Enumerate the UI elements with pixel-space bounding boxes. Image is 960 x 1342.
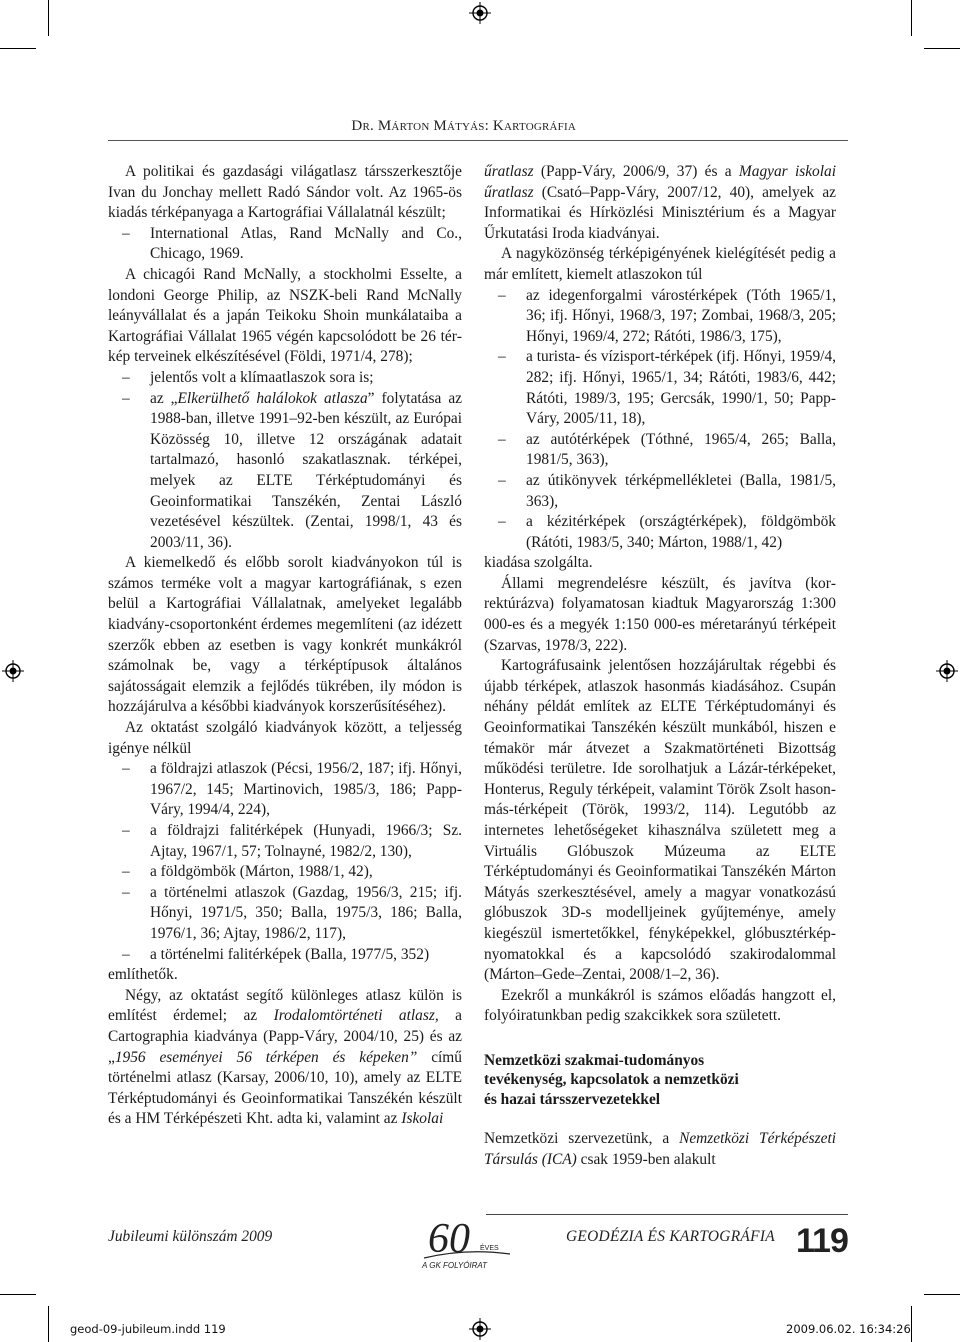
anniversary-logo-icon xyxy=(418,1208,514,1272)
registration-mark-icon xyxy=(2,660,24,682)
paragraph: Ezekről a munkákról is számos előadás hangzott el, folyóiratunkban pedig szakcikkek sora született. xyxy=(484,986,836,1025)
list-item: – a földrajzi falitérképek (Hunyadi, 1966/3; Sz. Ajtay, 1967/1, 57; Tolnayné, 1982/2, 130), xyxy=(108,821,462,862)
paragraph: Az oktatást szolgáló kiadványok között, a teljesség igénye nélkül xyxy=(108,719,462,757)
slug-date: 2009.06.02. 16:34:26 xyxy=(786,1322,911,1336)
logo-text: A GK FOLYÓIRAT xyxy=(422,1261,488,1270)
paragraph: űratlasz (Papp-Váry, 2006/9, 37) és a Magyar iskolai űratlasz (Csató–Papp-Váry, 2007/12, 40), amelyek az Informatikai és Hírközlési Minisztérium és a Magyar Űrkutatási Iroda kiadványai. xyxy=(484,163,837,242)
list-item: – az autótérképek (Tóthné, 1965/4, 265; Balla, 1981/5, 363), xyxy=(484,430,836,471)
paragraph: Nemzetközi szervezetünk, a Nemzetközi Térképészeti Társulás (ICA) csak 1959-ben alakult xyxy=(484,1130,836,1169)
list-item: – a földgömbök (Márton, 1988/1, 42), xyxy=(108,862,462,883)
crop-mark xyxy=(924,48,960,49)
list-item: – jelentős volt a klímaatlaszok sora is; xyxy=(108,368,462,389)
paragraph: A chicagói Rand McNally, a stockholmi Esselte, a londoni George Philip, az NSZK-beli Rand McNally leányvállalat és a japán Teikoku Shoin munkálataiba a Kartográfiai Vállalat 1965 végén kapcsolódott be 26 térkép terveinek elkészítésével (Földi, 1971/4, 278); xyxy=(108,265,462,366)
footer-issue: Jubileumi különszám 2009 xyxy=(108,1228,273,1245)
logo-small: ÉVES xyxy=(480,1245,499,1252)
crop-mark xyxy=(911,0,912,36)
list-item: – az útikönyvek térképmellékletei (Balla, 1981/5, 363), xyxy=(484,471,836,512)
crop-mark xyxy=(924,1294,960,1295)
paragraph: Négy, az oktatást segítő különleges atlasz külön is említést érdemel; az Irodalomtörténeti atlasz, a Cartographia kiadványa (Papp-Váry, 2004/10, 25) és az „1956 eseményei 56 térképen és képeken” című történelmi atlasz (Karsay, 2006/10, 10), amely az ELTE Térképtudományi és Geoinformatikai Tanszékén készült és a HM Térképészeti Kht. adta ki, valamint az Iskolai xyxy=(108,986,462,1128)
running-header: Dr. Márton Mátyás: Kartográfia xyxy=(351,118,576,134)
crop-mark xyxy=(911,1306,912,1342)
right-column xyxy=(484,162,836,1171)
list-item: – a történelmi atlaszok (Gazdag, 1956/3, 215; ifj. Hőnyi, 1971/5, 350; Balla, 1975/3, 186; Balla, 1976/1, 36; Ajtay, 1986/2, 117), xyxy=(108,883,462,945)
paragraph: említhetők. xyxy=(108,966,178,984)
header-rule xyxy=(108,140,848,141)
list-item: – a földrajzi atlaszok (Pécsi, 1956/2, 187; ifj. Hőnyi, 1967/2, 145; Martinovich, 1985/3, 186; Papp-Váry, 1994/4, 224), xyxy=(108,759,462,821)
crop-mark xyxy=(0,1294,36,1295)
left-column xyxy=(108,162,462,1130)
list-item: – a kézitérképek (országtérképek), földgömbök (Rátóti, 1983/5, 340; Márton, 1988/1, 42) xyxy=(484,512,836,553)
paragraph: A politikai és gazdasági világatlasz társszerkesztője Ivan du Jonchay mellett Radó Sándor volt. Az 1965-ös kiadás térképanyaga a Kartográfiai Vállalatnál készült; xyxy=(108,163,462,222)
list-item: – az „Elkerülhető halálokok atlasza” folytatása az 1988-ban, illetve 1991–92-ben készült, az Európai Közösség 10, illetve 12 országának adatait tartalmazó, hasonló szakatlasznak. térképei, melyek az ELTE Térképtudományi és Geoinformatikai Tanszékén, Zentai László vezetésével készültek. (Zentai, 1998/1, 43 és 2003/11, 36). xyxy=(108,389,462,554)
registration-mark-icon xyxy=(936,660,958,682)
slug-file: geod-09-jubileum.indd 119 xyxy=(70,1322,226,1336)
footer-rule xyxy=(486,1214,848,1215)
list-item: – a turista- és vízisport-térképek (ifj. Hőnyi, 1959/4, 282; ifj. Hőnyi, 1965/1, 34; Rátóti, 1983/6, 442; Rátóti, 1989/3, 195; Gercsák, 1990/1, 50; Papp-Váry, 2005/11, 18), xyxy=(484,347,836,429)
paragraph: A nagyközönség térképigényének kielégítését pedig a már említett, kiemelt atlaszokon túl xyxy=(484,245,836,283)
list-item: – International Atlas, Rand McNally and Co., Chicago, 1969. xyxy=(108,224,462,265)
footer-journal: GEODÉZIA ÉS KARTOGRÁFIA xyxy=(566,1228,775,1245)
crop-mark xyxy=(48,0,49,36)
paragraph: A kiemelkedő és előbb sorolt kiadványokon túl is számos terméke volt a magyar kartográfiának, s ezen belül a Kartográfiai Vállalatnak, amelyeket legalább kiadvány-csoportonként érdemes megemlíteni (az idézett szerzők ebben az esetben is vagy konkrét munkákról számolnak be, vagy a térképtípusok általános sajátosságait elemzik a fejlődés tükrében, ily módon is hozzájárulva a későbbi kiadványok korszerűsítéséhez). xyxy=(108,554,462,716)
crop-mark xyxy=(48,1306,49,1342)
page-number: 119 xyxy=(796,1222,848,1260)
paragraph: Állami megrendelésre készült, és javítva (korrektúrázva) folyamatosan kiadtuk Magyarország 1:300 000-es és a megyék 1:150 000-es méretarányú térképeit (Szarvas, 1978/3, 222). xyxy=(484,574,836,654)
registration-mark-icon xyxy=(469,1318,491,1340)
paragraph: Kartográfusaink jelentősen hozzájárultak régebbi és újabb térképek, atlaszok hasonmás kiadásához. Csupán néhány példát említek az ELTE Térképtudományi és Geoinformatikai Tanszékén készült munkából, hiszen e témakör már átvezet a Szakmatörténeti Bizottság működési területre. Ide sorolhatjuk a Lázár-térképeket, Honterus, Reguly térképeit, valamint Török Zsolt hasonmás-térképeit (Török, 1993/2, 114). Legutóbb az internetes lehetőségeket kihasználva született meg a Virtuális Glóbuszok Múzeuma az ELTE Térképtudományi és Geoinformatikai Tanszékén Márton Mátyás szerkesztésével, amely a magyar vonatkozású glóbuszok 3D-s modelljeinek gyűjteménye, amely kiegészül ismertetőkkel, fényképekkel, glóbusztérkép-nyomatokkal és a kapcsolódó szakirodalommal (Márton–Gede–Zentai, 2008/1–2, 36). xyxy=(484,657,836,984)
section-heading: Nemzetközi szakmai-tudományos tevékenység, kapcsolatok a nemzetközi és hazai társszervezetekkel xyxy=(484,1051,739,1108)
crop-mark xyxy=(0,48,36,49)
list-item: – az idegenforgalmi várostérképek (Tóth 1965/1, 36; ifj. Hőnyi, 1968/3, 197; Zombai, 1968/3, 205; Hőnyi, 1969/4, 272; Rátóti, 1986/3, 175), xyxy=(484,286,836,348)
logo-number: 60 xyxy=(428,1216,470,1262)
paragraph: kiadása szolgálta. xyxy=(484,554,593,572)
list-item: – a történelmi falitérképek (Balla, 1977/5, 352) xyxy=(108,945,462,966)
registration-mark-icon xyxy=(469,2,491,24)
